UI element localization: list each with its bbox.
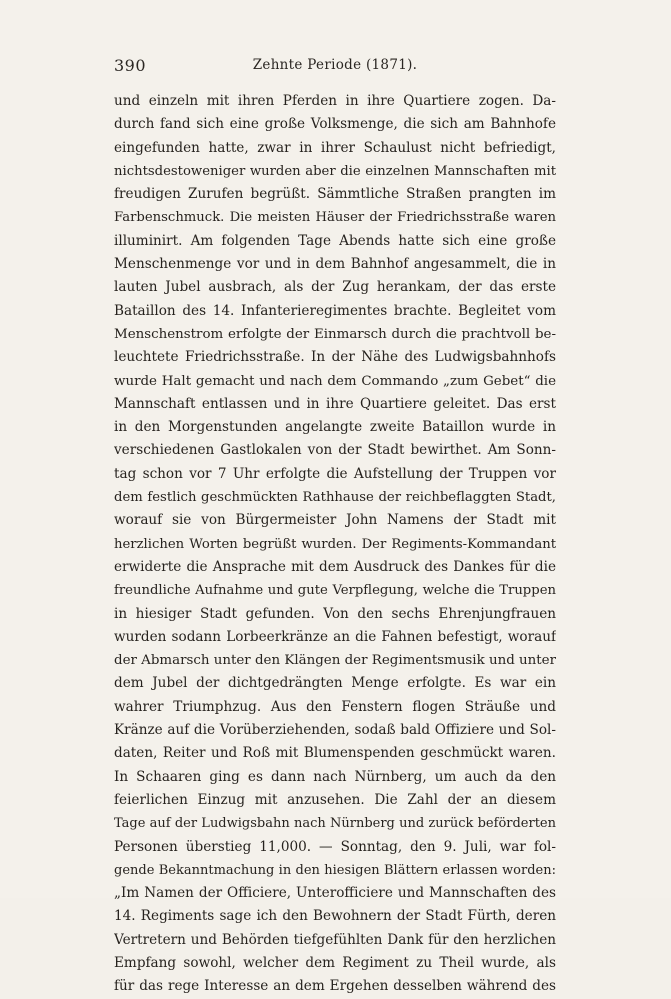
text-line: leuchtete Friedrichsstraße. In der Nähe des Ludwigsbahnhofs	[114, 349, 556, 366]
text-line: „Im Namen der Officiere, Unterofficiere und Mannschaften des	[114, 885, 556, 902]
text-line: dem Jubel der dichtgedrängten Menge erfolgte. Es war ein	[114, 675, 556, 692]
text-line: dem festlich geschmückten Rathhause der reichbeflaggten Stadt,	[114, 490, 556, 506]
page-number: 390	[114, 56, 147, 75]
text-line: illuminirt. Am folgenden Tage Abends hatte sich eine große	[114, 232, 556, 249]
text-line: Empfang sowohl, welcher dem Regiment zu Theil wurde, als	[114, 954, 556, 971]
text-line: eingefunden hatte, zwar in ihrer Schaulust nicht befriedigt,	[114, 139, 556, 156]
text-line: Personen überstieg 11,000. — Sonntag, den 9. Juli, war fol-	[114, 838, 556, 855]
text-line: Tage auf der Ludwigsbahn nach Nürnberg und zurück beförderten	[114, 816, 556, 832]
text-line: erwiderte die Ansprache mit dem Ausdruck des Dankes für die	[114, 558, 556, 575]
text-line: daten, Reiter und Roß mit Blumenspenden geschmückt waren.	[114, 745, 556, 762]
text-line: Vertretern und Behörden tiefgefühlten Dank für den herzlichen	[114, 931, 556, 948]
text-line: und einzeln mit ihren Pferden in ihre Quartiere zogen. Da-	[114, 93, 556, 109]
text-line: freundliche Aufnahme und gute Verpflegung, welche die Truppen	[114, 583, 556, 599]
text-line: Bataillon des 14. Infanterieregimentes brachte. Begleitet vom	[114, 302, 556, 319]
text-line: lauten Jubel ausbrach, als der Zug herankam, der das erste	[114, 279, 556, 296]
text-line: nichtsdestoweniger wurden aber die einzelnen Mannschaften mit	[114, 163, 556, 179]
text-line: Menschenstrom erfolgte der Einmarsch durch die prachtvoll be-	[114, 326, 556, 342]
text-line: Kränze auf die Vorüberziehenden, sodaß bald Offiziere und Sol-	[114, 722, 556, 739]
text-line: Menschenmenge vor und in dem Bahnhof angesammelt, die in	[114, 256, 556, 273]
text-line: verschiedenen Gastlokalen von der Stadt bewirthet. Am Sonn-	[114, 442, 556, 459]
running-title: Zehnte Periode (1871).	[252, 57, 418, 73]
text-line: Farbenschmuck. Die meisten Häuser der Friedrichsstraße waren	[114, 210, 556, 226]
text-line: durch fand sich eine große Volksmenge, die sich am Bahnhofe	[114, 116, 556, 133]
text-line: In Schaaren ging es dann nach Nürnberg, um auch da den	[114, 768, 556, 785]
text-line: wahrer Triumphzug. Aus den Fenstern flogen Sträuße und	[114, 698, 556, 715]
text-line: wurden sodann Lorbeerkränze an die Fahnen befestigt, worauf	[114, 628, 556, 645]
text-line: tag schon vor 7 Uhr erfolgte die Aufstellung der Truppen vor	[114, 465, 556, 482]
text-line: wurde Halt gemacht und nach dem Commando „zum Gebet“ die	[114, 373, 556, 389]
text-line: freudigen Zurufen begrüßt. Sämmtliche Straßen prangten im	[114, 186, 556, 203]
text-line: worauf sie von Bürgermeister John Namens der Stadt mit	[114, 512, 556, 529]
page-header	[114, 56, 556, 78]
text-line: gende Bekanntmachung in den hiesigen Blättern erlassen worden:	[114, 862, 556, 878]
text-line: in hiesiger Stadt gefunden. Von den sechs Ehrenjungfrauen	[114, 605, 556, 622]
body-text	[114, 90, 556, 999]
text-line: feierlichen Einzug mit anzusehen. Die Zahl der an diesem	[114, 791, 556, 808]
text-line: der Abmarsch unter den Klängen der Regimentsmusik und unter	[114, 653, 556, 669]
text-line: in den Morgenstunden angelangte zweite Bataillon wurde in	[114, 419, 556, 436]
text-line: Mannschaft entlassen und in ihre Quartiere geleitet. Das erst	[114, 395, 556, 412]
text-line: 14. Regiments sage ich den Bewohnern der Stadt Fürth, deren	[114, 908, 556, 925]
text-line: herzlichen Worten begrüßt wurden. Der Regiments-Kommandant	[114, 536, 556, 552]
text-line: für das rege Interesse an dem Ergehen desselben während des	[114, 978, 556, 995]
